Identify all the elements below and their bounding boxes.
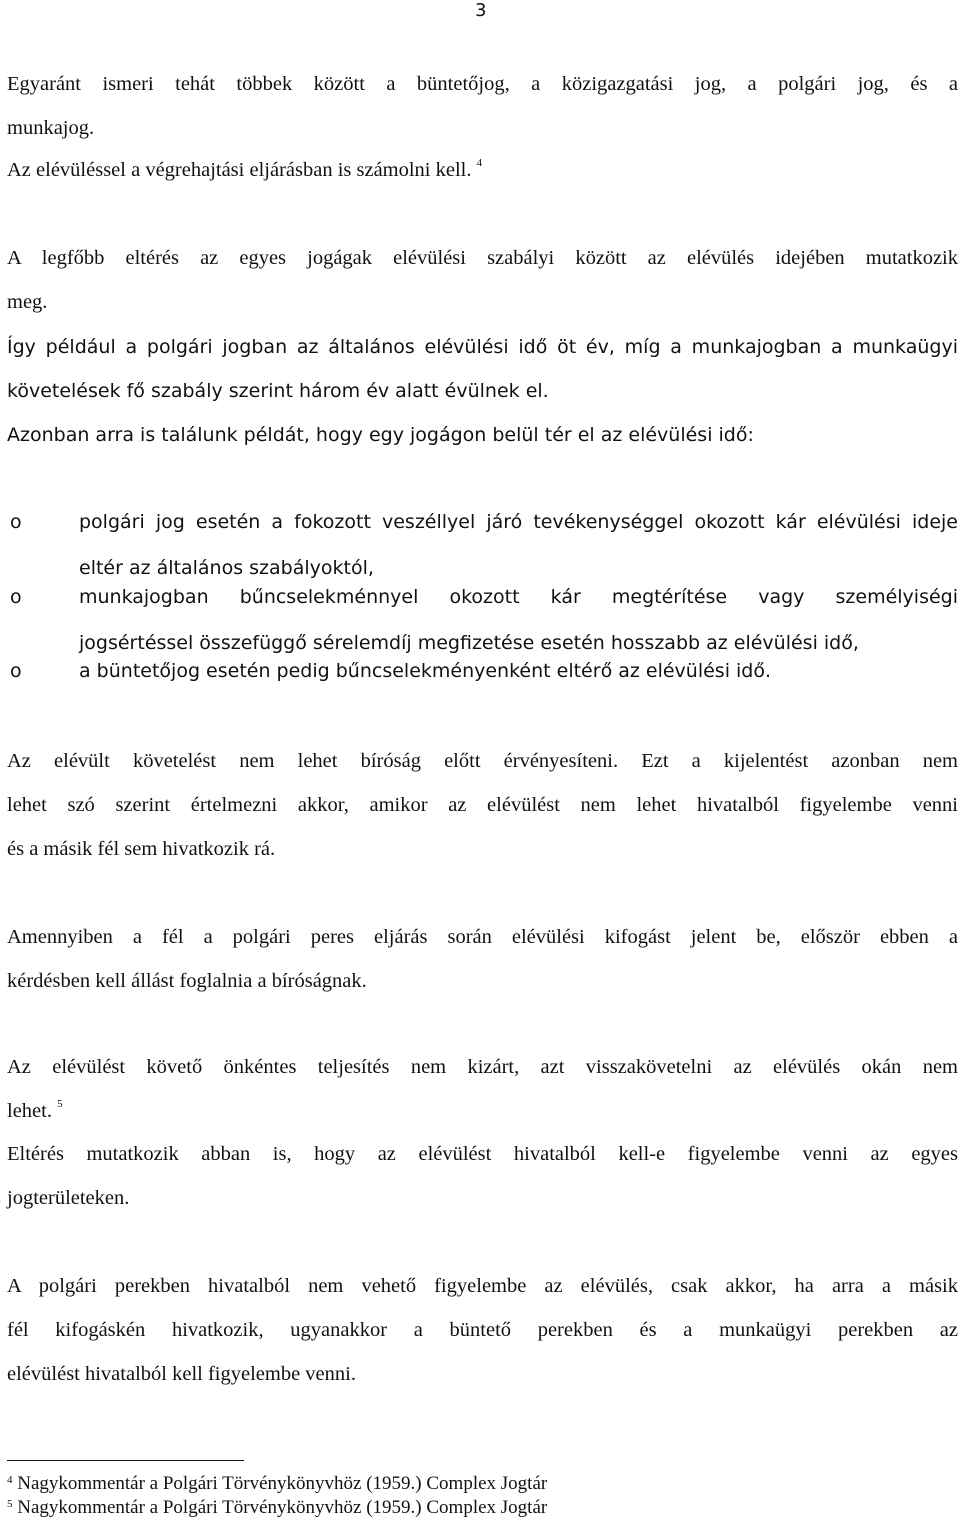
footnote-4-number: 4 xyxy=(7,1474,13,1486)
paragraph-3-line-1: A legfőbb eltérés az egyes jogágak elévülési szabályi között az elévülés idejében mutatkozik xyxy=(7,247,958,269)
paragraph-6-line-2: lehet szó szerint értelmezni akkor, amikor az elévülést nem lehet hivatalból figyelembe venni xyxy=(7,794,958,816)
paragraph-6-line-3: és a másik fél sem hivatkozik rá. xyxy=(7,838,276,860)
footnote-5-text: Nagykommentár a Polgári Törvénykönyvhöz (1959.) Complex Jogtár xyxy=(17,1497,548,1518)
list-item-1-line-2: eltér az általános szabályoktól, xyxy=(79,557,374,579)
list-marker-1: o xyxy=(10,511,22,533)
paragraph-10-line-2: fél kifogáskén hivatkozik, ugyanakkor a büntető perekben és a munkaügyi perekben az xyxy=(7,1319,958,1341)
footnote-5-number: 5 xyxy=(7,1498,13,1510)
list-marker-3: o xyxy=(10,660,22,682)
paragraph-6-line-1: Az elévült követelést nem lehet bíróság előtt érvényesíteni. Ezt a kijelentést azonban nem xyxy=(7,750,958,772)
paragraph-1-line-1: Egyaránt ismeri tehát többek között a büntetőjog, a közigazgatási jog, a polgári jog, és a xyxy=(7,73,958,95)
paragraph-2-text: Az elévüléssel a végrehajtási eljárásban is számolni kell. xyxy=(7,159,472,181)
footnote-4 xyxy=(7,1474,547,1496)
paragraph-2 xyxy=(7,157,483,183)
paragraph-10-line-1: A polgári perekben hivatalból nem vehető figyelembe az elévülés, csak akkor, ha arra a másik xyxy=(7,1275,958,1297)
footnote-separator xyxy=(7,1460,244,1461)
list-item-3-line-1: a büntetőjog esetén pedig bűncselekményenként eltérő az elévülési idő. xyxy=(79,660,772,682)
paragraph-9-line-2: jogterületeken. xyxy=(7,1187,130,1209)
footnote-5 xyxy=(7,1498,547,1520)
list-item-1-line-1: polgári jog esetén a fokozott veszéllyel járó tevékenységgel okozott kár elévülési ideje xyxy=(79,511,958,533)
paragraph-8-line-2-text: lehet. xyxy=(7,1100,52,1122)
footnote-ref-5: 5 xyxy=(57,1098,63,1110)
paragraph-7-line-2: kérdésben kell állást foglalnia a bíróságnak. xyxy=(7,970,367,992)
paragraph-8-line-1: Az elévülést követő önkéntes teljesítés nem kizárt, azt visszakövetelni az elévülés okán nem xyxy=(7,1056,958,1078)
paragraph-4-line-2: követelések fő szabály szerint három év alatt évülnek el. xyxy=(7,380,549,402)
list-marker-2: o xyxy=(10,586,22,608)
list-item-2-line-2: jogsértéssel összefüggő sérelemdíj megfizetése esetén hosszabb az elévülési idő, xyxy=(79,632,859,654)
footnote-ref-4: 4 xyxy=(476,157,483,169)
paragraph-5: Azonban arra is találunk példát, hogy egy jogágon belül tér el az elévülési idő: xyxy=(7,424,754,446)
paragraph-10-line-3: elévülést hivatalból kell figyelembe venni. xyxy=(7,1363,356,1385)
footnote-4-text: Nagykommentár a Polgári Törvénykönyvhöz (1959.) Complex Jogtár xyxy=(17,1473,548,1494)
list-item-2-line-1: munkajogban bűncselekménnyel okozott kár megtérítése vagy személyiségi xyxy=(79,586,958,608)
paragraph-7-line-1: Amennyiben a fél a polgári peres eljárás során elévülési kifogást jelent be, először ebben a xyxy=(7,926,958,948)
paragraph-9-line-1: Eltérés mutatkozik abban is, hogy az elévülést hivatalból kell-e figyelembe venni az egyes xyxy=(7,1143,958,1165)
paragraph-3-line-2: meg. xyxy=(7,291,48,313)
paragraph-4-line-1: Így például a polgári jogban az általános elévülési idő öt év, míg a munkajogban a munkaügyi xyxy=(7,336,958,358)
paragraph-1-line-2: munkajog. xyxy=(7,117,95,139)
paragraph-8-line-2 xyxy=(7,1098,63,1124)
page-number: 3 xyxy=(475,0,487,21)
